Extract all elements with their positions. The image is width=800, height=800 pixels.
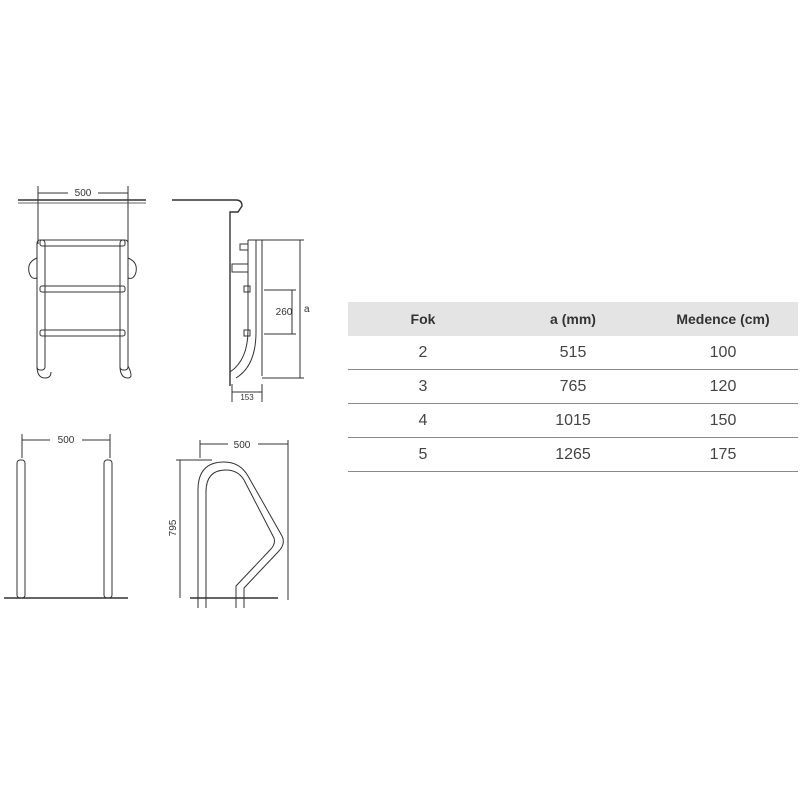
- table-row: [348, 370, 798, 404]
- header-a-mm: a (mm): [498, 302, 648, 336]
- front-width-label: 500: [74, 188, 92, 199]
- cell-medence: 120: [648, 370, 798, 404]
- ladder-front-view: [18, 186, 146, 378]
- cell-a: 515: [498, 336, 648, 370]
- cell-fok: 4: [348, 404, 498, 438]
- table-row: [348, 336, 798, 370]
- spec-table: [348, 302, 798, 472]
- header-medence: Medence (cm): [648, 302, 798, 336]
- rail-side-width-label: 500: [233, 440, 251, 451]
- table-row: [348, 438, 798, 472]
- rail-side-height-label: 795: [168, 519, 179, 537]
- cell-medence: 100: [648, 336, 798, 370]
- header-fok: Fok: [348, 302, 498, 336]
- cell-medence: 175: [648, 438, 798, 472]
- cell-a: 1015: [498, 404, 648, 438]
- handrail-front-view: [4, 434, 128, 598]
- rail-front-width-label: 500: [57, 435, 75, 446]
- side-offset-label: 153: [240, 393, 254, 402]
- side-step-label: 260: [275, 307, 293, 318]
- side-height-label: a: [304, 304, 310, 315]
- handrail-side-view: [176, 440, 288, 608]
- cell-fok: 3: [348, 370, 498, 404]
- cell-fok: 5: [348, 438, 498, 472]
- cell-a: 765: [498, 370, 648, 404]
- cell-medence: 150: [648, 404, 798, 438]
- table-header-row: [348, 302, 798, 336]
- ladder-side-view: [172, 200, 304, 402]
- table-row: [348, 404, 798, 438]
- cell-fok: 2: [348, 336, 498, 370]
- cell-a: 1265: [498, 438, 648, 472]
